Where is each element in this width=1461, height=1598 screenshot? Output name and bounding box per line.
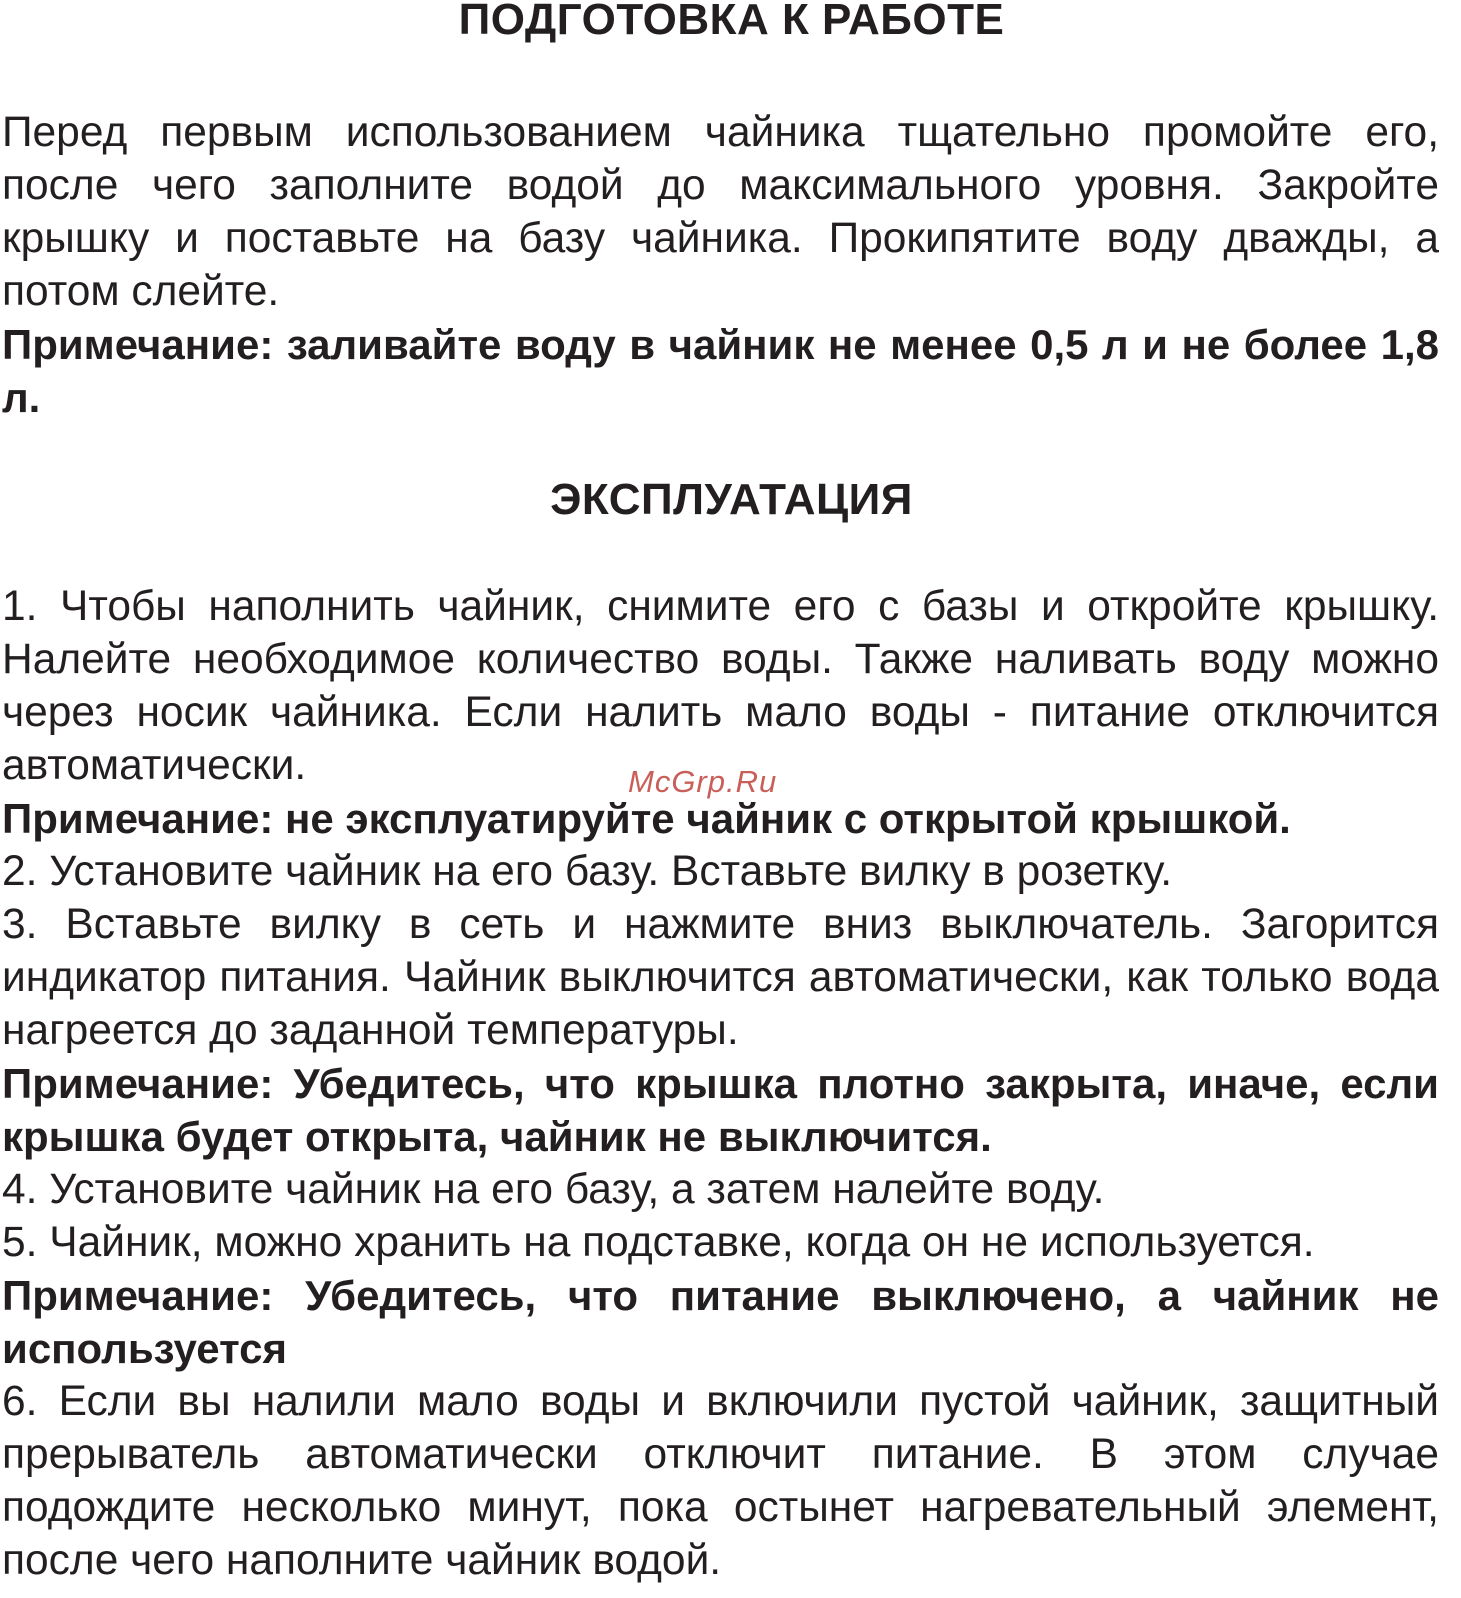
operation-note-3: Примечание: Убедитесь, что питание выключено, а чайник не используется	[2, 1272, 1439, 1372]
operation-note-1: Примечание: не эксплуатируйте чайник с открытой крышкой.	[2, 795, 1291, 842]
operation-note-2: Примечание: Убедитесь, что крышка плотно закрыта, иначе, если крышка будет открыта, чайник не выключится.	[2, 1060, 1439, 1160]
operation-step-2: 2. Установите чайник на его базу. Вставьте вилку в розетку.	[2, 848, 1173, 895]
operation-step-3: 3. Вставьте вилку в сеть и нажмите вниз выключатель. Загорится индикатор питания. Чайник выключится автоматически, как только вода нагреется до заданной температуры.	[2, 901, 1439, 1054]
preparation-paragraph: Перед первым использованием чайника тщательно промойте его, после чего заполните водой до максимального уровня. Закройте крышку и поставьте на базу чайника. Прокипятите воду дважды, а потом слейте.	[2, 109, 1439, 315]
preparation-note: Примечание: заливайте воду в чайник не менее 0,5 л и не более 1,8 л.	[2, 321, 1439, 421]
operation-step-4: 4. Установите чайник на его базу, а затем налейте воду.	[2, 1166, 1105, 1213]
preparation-section	[2, 106, 1439, 424]
operation-step-1: 1. Чтобы наполнить чайник, снимите его с базы и откройте крышку. Налейте необходимое количество воды. Также наливать воду можно через носик чайника. Если налить мало воды - питание отключится автоматически.	[2, 583, 1439, 789]
operation-step-6: 6. Если вы налили мало воды и включили пустой чайник, защитный прерыватель автоматически отключит питание. В этом случае подождите несколько минут, пока остынет нагревательный элемент, после чего наполните чайник водой.	[2, 1378, 1439, 1584]
operation-step-5: 5. Чайник, можно хранить на подставке, когда он не используется.	[2, 1219, 1315, 1266]
section-title-operation: ЭКСПЛУАТАЦИЯ	[550, 475, 913, 524]
operation-section	[2, 580, 1439, 1587]
watermark-text: McGrp.Ru	[628, 764, 778, 799]
section-title-preparation: ПОДГОТОВКА К РАБОТЕ	[458, 0, 1005, 44]
